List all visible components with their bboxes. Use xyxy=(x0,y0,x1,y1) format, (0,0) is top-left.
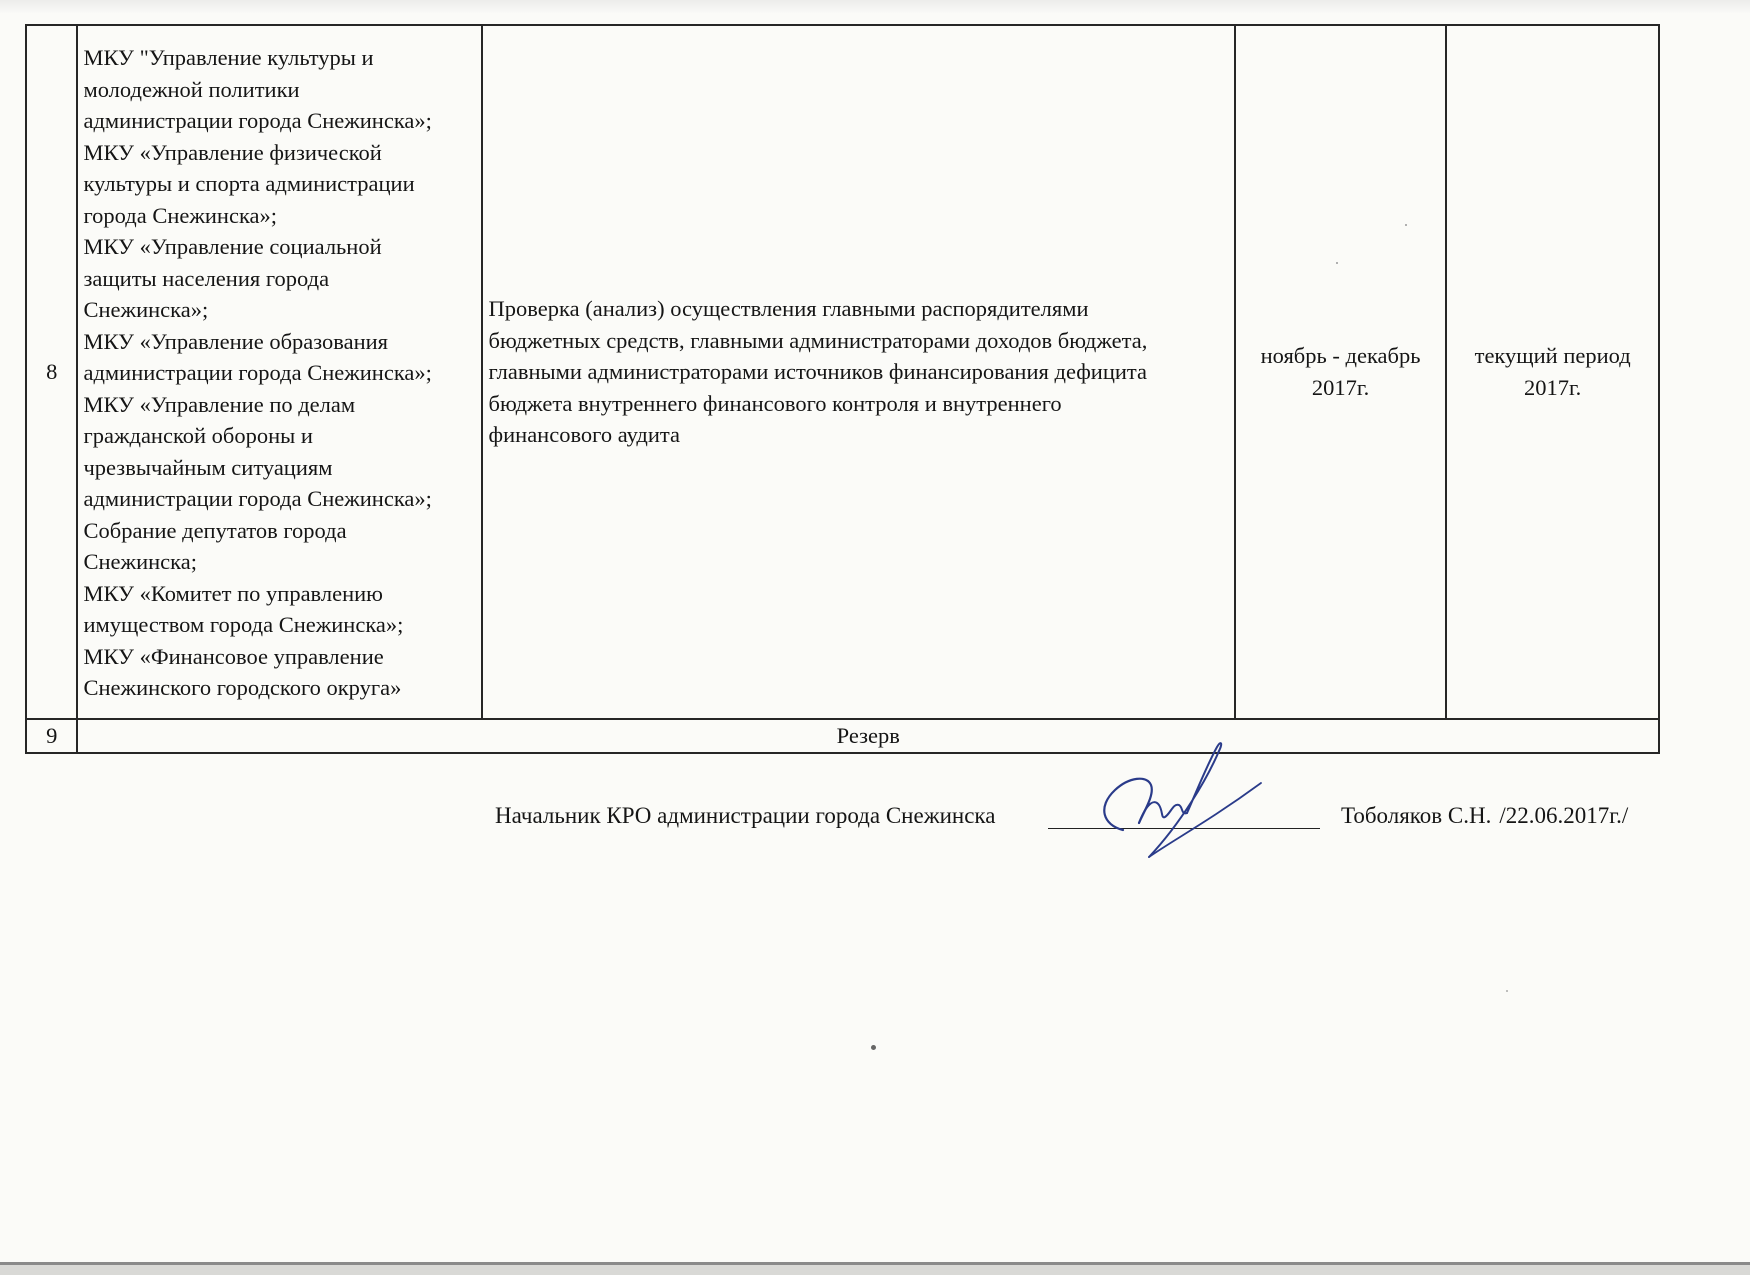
page-bottom-edge xyxy=(0,1262,1750,1275)
organization-line: чрезвычайным ситуациям xyxy=(83,454,333,480)
organization-line: МКУ "Управление культуры и xyxy=(83,45,374,70)
organization-line: Снежинского городского округа» xyxy=(83,675,402,700)
organization-line: города Снежинска»; xyxy=(83,202,278,228)
signatory-position: Начальник КРО администрации города Снежинска xyxy=(495,803,996,828)
organization-line: МКУ «Комитет по управлению xyxy=(83,580,383,606)
organization-line: администрации города Снежинска»; xyxy=(83,108,432,133)
audited-period-cell xyxy=(1446,25,1659,719)
inspection-term-cell xyxy=(1235,25,1447,719)
organization-line: Снежинска»; xyxy=(83,297,209,322)
organization-line: МКУ «Управление социальной xyxy=(83,234,382,259)
term-line: ноябрь - декабрь xyxy=(1260,343,1421,369)
scan-speck xyxy=(1506,990,1508,992)
inspection-subject-cell xyxy=(482,25,1235,719)
scan-speck xyxy=(1405,224,1407,226)
reserve-cell: Резерв xyxy=(77,719,1659,753)
organization-line: МКУ «Управление физической xyxy=(83,139,382,165)
signature-block xyxy=(495,798,1660,838)
subject-line: бюджетных средств, главными администраторами доходов бюджета, xyxy=(488,327,1148,353)
organization-line: администрации города Снежинска»; xyxy=(83,360,432,385)
page-top-edge xyxy=(0,0,1750,14)
subject-line: финансового аудита xyxy=(488,422,680,447)
signatory-name-date xyxy=(1341,798,1628,834)
signature-date: /22.06.2017г./ xyxy=(1499,803,1629,828)
organization-line: МКУ «Финансовое управление xyxy=(83,643,384,669)
organization-line: молодежной политики xyxy=(83,76,300,102)
subject-line: бюджета внутреннего финансового контроля и внутреннего xyxy=(488,390,1062,416)
period-line: текущий период xyxy=(1474,343,1631,369)
subject-line: Проверка (анализ) осуществления главными распорядителями xyxy=(488,296,1089,321)
signatory-name: Тоболяков С.Н. xyxy=(1341,803,1492,828)
organization-line: МКУ «Управление по делам xyxy=(83,391,356,417)
scan-speck xyxy=(871,1045,876,1050)
term-line: 2017г. xyxy=(1311,374,1370,400)
organization-line: администрации города Снежинска»; xyxy=(83,486,432,511)
subject-line: главными администраторами источников финансирования дефицита xyxy=(488,359,1147,384)
organization-line: защиты населения города xyxy=(83,265,330,291)
table-row xyxy=(26,25,1659,719)
organization-line: гражданской обороны и xyxy=(83,423,313,448)
organization-line: Собрание депутатов города xyxy=(83,517,347,543)
organization-line: Снежинска; xyxy=(83,549,197,574)
row-number: 8 xyxy=(26,25,77,719)
period-line: 2017г. xyxy=(1523,374,1582,400)
control-plan-table xyxy=(25,24,1660,754)
handwritten-signature xyxy=(1085,735,1270,865)
row-number: 9 xyxy=(26,719,77,753)
organization-line: культуры и спорта администрации xyxy=(83,171,415,196)
organization-line: имуществом города Снежинска»; xyxy=(83,612,404,637)
organization-line: МКУ «Управление образования xyxy=(83,328,389,354)
scan-speck xyxy=(1336,262,1338,264)
table-row xyxy=(26,719,1659,753)
audited-organizations-cell xyxy=(77,25,481,719)
